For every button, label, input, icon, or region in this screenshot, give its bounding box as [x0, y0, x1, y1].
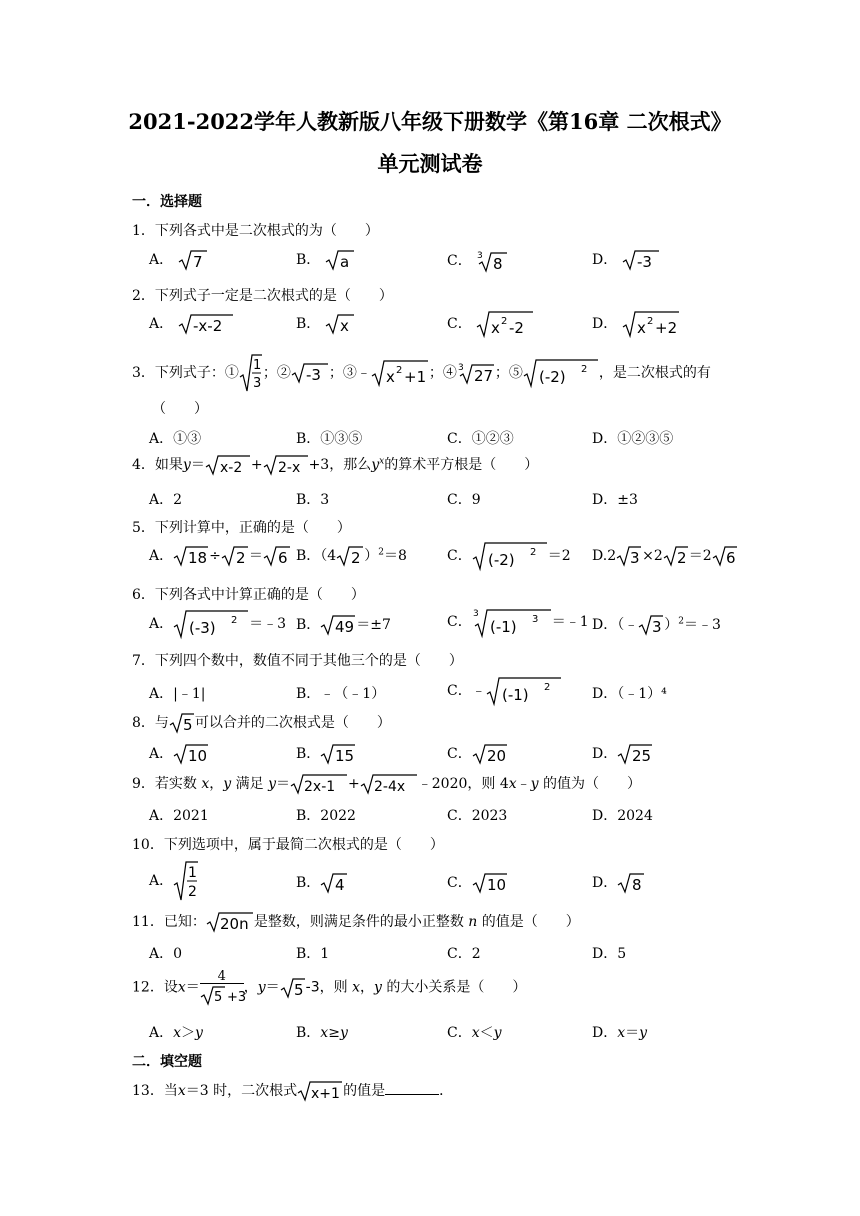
question-6: 6．下列各式中计算正确的是（ ） — [132, 587, 365, 603]
q11-option-a: A．0 — [149, 946, 183, 962]
q3-option-c: C．①②③ — [447, 431, 514, 447]
q2-option-d: D． x 2 +2 — [592, 310, 680, 338]
cbrt-8 — [476, 249, 508, 273]
q5-option-d: D.2 3 ×2 2 ＝2 6 — [592, 548, 736, 567]
q7-option-a: A．|﹣1| — [149, 686, 206, 702]
svg-text:2: 2 — [580, 364, 588, 375]
svg-text:2: 2 — [501, 316, 508, 327]
svg-text:-3: -3 — [636, 253, 652, 271]
sqrt-7 — [178, 249, 208, 271]
svg-text:3: 3 — [472, 609, 479, 619]
q7-option-c: C．﹣ (-1) 2 — [447, 676, 562, 706]
sqrt-neg3 — [622, 249, 660, 271]
svg-text:15: 15 — [335, 747, 355, 765]
sqrt-a — [325, 249, 355, 271]
svg-text:20: 20 — [486, 747, 506, 765]
q9-option-b: B．2022 — [296, 808, 356, 824]
svg-text:20n: 20n — [219, 915, 249, 933]
q9-option-a: A．2021 — [149, 808, 209, 824]
question-9: 9．若实数 x，y 满足 y＝ 2x-1 + 2-4x ﹣2020，则 4x﹣y 的值为（ ） — [132, 776, 642, 795]
q4-option-c: C．9 — [447, 492, 481, 508]
svg-text:(-1): (-1) — [489, 618, 517, 636]
q2-option-c: C． x 2 -2 — [447, 310, 534, 338]
q3-option-b: B．①③⑤ — [296, 431, 363, 447]
q10-option-a: A． 1 2 — [149, 860, 199, 902]
svg-text:-x-2: -x-2 — [192, 317, 222, 335]
q3-option-a: A．①③ — [149, 431, 202, 447]
q1-option-b: B． a — [296, 249, 355, 271]
svg-text:+2: +2 — [654, 319, 677, 337]
svg-text:2: 2 — [351, 549, 361, 567]
svg-text:2: 2 — [235, 549, 246, 567]
svg-text:(-2): (-2) — [538, 368, 566, 386]
svg-text:x: x — [491, 319, 501, 337]
svg-text:x-2: x-2 — [219, 460, 243, 476]
svg-text:a: a — [339, 253, 349, 271]
q8-option-c: C． 20 — [447, 746, 506, 765]
svg-text:10: 10 — [486, 876, 506, 894]
svg-text:4: 4 — [335, 876, 345, 894]
question-1: 1．下列各式中是二次根式的为（ ） — [132, 223, 379, 239]
svg-text:2-x: 2-x — [277, 460, 300, 476]
q4-option-d: D．±3 — [592, 492, 638, 508]
svg-text:6: 6 — [725, 549, 736, 567]
svg-text:x: x — [385, 368, 395, 386]
q11-option-b: B．1 — [296, 946, 330, 962]
q1-option-d: D． -3 — [592, 249, 660, 271]
svg-text:x: x — [636, 319, 646, 337]
svg-text:6: 6 — [277, 549, 288, 567]
q11-option-c: C．2 — [447, 946, 481, 962]
svg-text:3: 3 — [630, 549, 640, 567]
q9-option-d: D．2024 — [592, 808, 653, 824]
q10-option-b: B． 4 — [296, 872, 348, 894]
svg-text:8: 8 — [493, 255, 503, 273]
svg-text:3: 3 — [252, 376, 262, 391]
svg-text:5: 5 — [182, 716, 193, 734]
svg-text:-2: -2 — [509, 319, 525, 337]
svg-text:(-2): (-2) — [487, 551, 515, 569]
q5-option-c: C． (-2) 2 ＝2 — [447, 541, 571, 571]
question-13: 13．当x＝3 时，二次根式 x+1 的值是 ． — [132, 1083, 454, 1102]
svg-text:x+1: x+1 — [311, 1086, 341, 1102]
q1-option-a: A． 7 — [149, 249, 208, 271]
svg-text:7: 7 — [192, 253, 203, 271]
q12-option-d: D．x＝y — [592, 1025, 648, 1041]
svg-text:5: 5 — [293, 980, 304, 999]
svg-text:-3: -3 — [305, 366, 321, 384]
question-8: 8．与 5 可以合并的二次根式是（ ） — [132, 715, 391, 734]
svg-text:3: 3 — [457, 363, 464, 373]
answer-blank[interactable] — [385, 1082, 439, 1095]
q12-option-c: C．x＜y — [447, 1025, 502, 1041]
svg-text:2: 2 — [529, 547, 537, 558]
svg-text:18: 18 — [188, 549, 208, 567]
q8-option-a: A． 10 — [149, 746, 208, 765]
question-4: 4．如果y＝ x-2 + 2-x +3，那么$y^x$的算术平方根是（ ） — [132, 456, 539, 476]
svg-text:2: 2 — [188, 884, 198, 900]
question-5: 5．下列计算中，正确的是（ ） — [132, 520, 351, 536]
page-title: 2021-2022学年人教新版八年级下册数学《第16章 二次根式》 — [128, 109, 732, 134]
question-3-paren: （ ） — [152, 401, 208, 417]
svg-text:2-4x: 2-4x — [373, 779, 405, 795]
q4-option-a: A．2 — [149, 492, 183, 508]
q12-option-a: A．x＞y — [149, 1025, 203, 1041]
q6-option-a: A． (-3) 2 ＝﹣3 — [149, 609, 286, 639]
q8-option-b: B． 15 — [296, 746, 355, 765]
svg-text:49: 49 — [335, 618, 355, 636]
q2-option-a: A． -x-2 — [149, 313, 234, 335]
svg-text:2: 2 — [676, 549, 687, 567]
svg-text:+3: +3 — [226, 990, 246, 1005]
svg-text:1: 1 — [188, 865, 198, 881]
q5-option-a: A． 18 ÷ 2 ＝ 6 — [149, 545, 291, 567]
svg-text:2: 2 — [395, 365, 403, 376]
svg-text:2: 2 — [543, 682, 551, 693]
q4-option-b: B．3 — [296, 492, 330, 508]
q10-option-c: C． 10 — [447, 875, 506, 894]
q1-option-c: C． 3 8 — [447, 249, 508, 273]
svg-text:25: 25 — [632, 747, 652, 765]
svg-text:27: 27 — [473, 367, 494, 385]
q11-option-d: D．5 — [592, 946, 627, 962]
svg-text:3: 3 — [477, 251, 483, 261]
svg-text:x: x — [339, 317, 349, 335]
q6-option-b: B． 49 ＝±7 — [296, 617, 391, 636]
q2-option-b: B． x — [296, 313, 355, 335]
question-3: 3．下列式子：① 1 3 ；② -3 ；③﹣ x 2 +1 ；④ 3 27 ；⑤ (-2) 2 ，是二次根式的有 — [132, 353, 711, 393]
svg-text:5: 5 — [213, 990, 223, 1005]
svg-text:8: 8 — [632, 876, 642, 894]
svg-text:(-3): (-3) — [189, 619, 216, 637]
q5-option-b: B．（4 2 ）$^2$＝8 — [296, 547, 407, 567]
svg-text:2x-1: 2x-1 — [304, 779, 336, 795]
q9-option-c: C．2023 — [447, 808, 508, 824]
question-11: 11．已知： 20n 是整数，则满足条件的最小正整数 n 的值是（ ） — [132, 914, 580, 933]
section-choice: 一．选择题 — [132, 194, 202, 210]
svg-text:1: 1 — [252, 358, 262, 373]
page-subtitle: 单元测试卷 — [377, 151, 483, 176]
svg-text:3: 3 — [531, 614, 539, 625]
question-2: 2．下列式子一定是二次根式的是（ ） — [132, 288, 393, 304]
q3-option-d: D．①②③⑤ — [592, 431, 674, 447]
q6-option-d: D．（﹣ 3 ）$^2$＝﹣3 — [592, 616, 721, 636]
q8-option-d: D． 25 — [592, 746, 652, 765]
q7-option-b: B．﹣（﹣1） — [296, 686, 386, 702]
svg-text:+1: +1 — [403, 368, 427, 386]
q7-option-d: D．（﹣1）⁴ — [592, 686, 667, 702]
svg-text:2: 2 — [231, 615, 238, 626]
svg-text:(-1): (-1) — [501, 686, 529, 704]
q10-option-d: D． 8 — [592, 872, 645, 894]
question-7: 7．下列四个数中，数值不同于其他三个的是（ ） — [132, 653, 463, 669]
question-12: 12．设x＝ 4 5 +3 ，y＝ 5 -3，则 x，y 的大小关系是（ ） — [132, 969, 527, 1005]
svg-text:3: 3 — [652, 618, 662, 636]
section-fill: 二．填空题 — [132, 1054, 202, 1070]
svg-text:10: 10 — [188, 747, 208, 765]
q6-option-c: C． 3 (-1) 3 ＝﹣1 — [447, 609, 589, 636]
question-10: 10．下列选项中，属于最简二次根式的是（ ） — [132, 837, 444, 853]
svg-text:2: 2 — [646, 316, 654, 327]
q12-option-b: B．x≥y — [296, 1025, 348, 1041]
